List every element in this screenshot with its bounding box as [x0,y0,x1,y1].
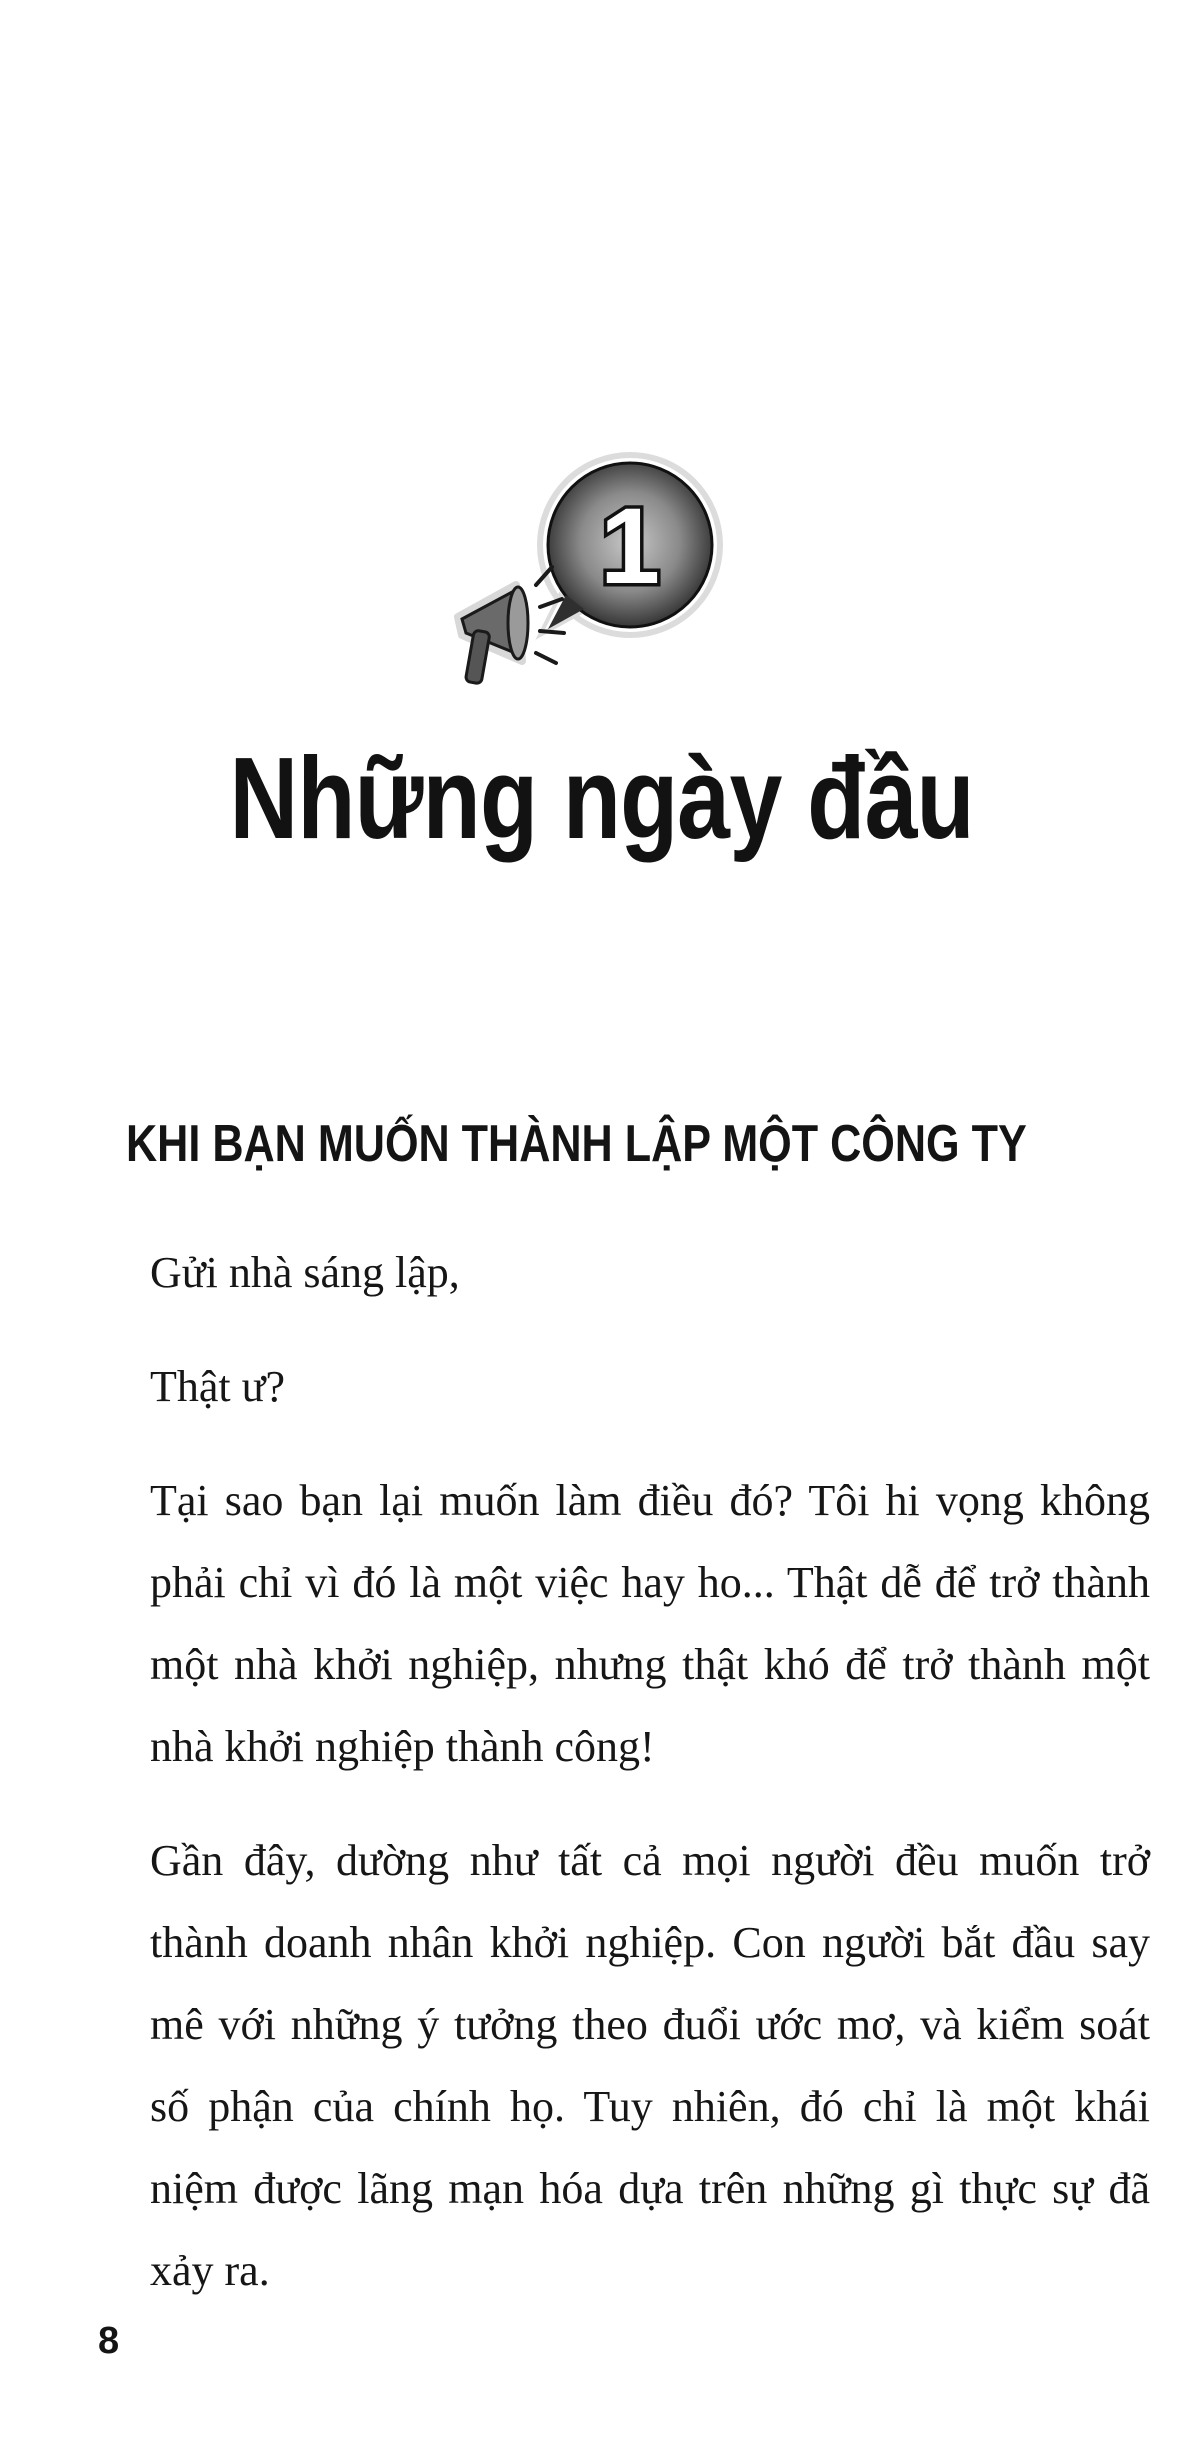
chapter-emblem [448,435,738,695]
page-number: 8 [98,2320,120,2362]
chapter-title: Những ngày đầu [229,733,974,863]
chapter-number: 1 [599,485,661,606]
paragraph: Tại sao bạn lại muốn làm điều đó? Tôi hi vọng không phải chỉ vì đó là một việc hay ho... Thật dễ để trở thành một nhà khởi nghiệp, nhưng thật khó để trở thành một nhà khởi nghiệp thành công! [150,1476,1150,1771]
greeting: Gửi nhà sáng lập, [150,1248,460,1297]
section-heading: KHI BẠN MUỐN THÀNH LẬP MỘT CÔNG TY [126,1115,1027,1173]
paragraph: Gần đây, dường như tất cả mọi người đều muốn trở thành doanh nhân khởi nghiệp. Con người bắt đầu say mê với những ý tưởng theo đuổi ước mơ, và kiểm soát số phận của chính họ. Tuy nhiên, đó chỉ là một khái niệm được lãng mạn hóa dựa trên những gì thực sự đã xảy ra. [150,1836,1150,2295]
question: Thật ư? [150,1362,286,1411]
body-text [150,1232,1150,2344]
chapter-number-bubble [448,435,738,695]
